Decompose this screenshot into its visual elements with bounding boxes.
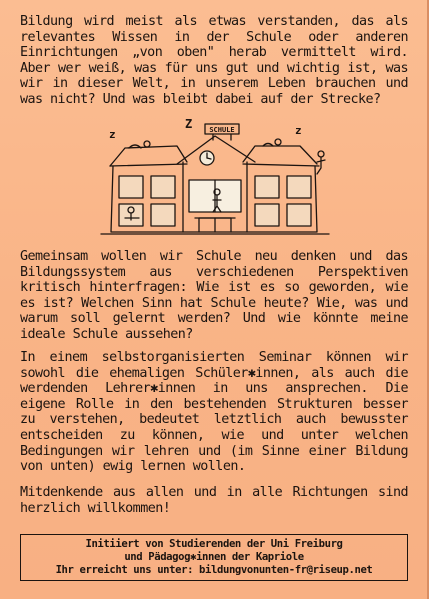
footer-line-partners: und Pädagog✱innen der Kapriole <box>124 551 304 563</box>
school-sign: SCHULE <box>209 126 235 134</box>
footer-line-contact: Ihr erreicht uns unter: bildungvonunten-fr@riseup.net <box>55 564 373 576</box>
snore-z-center: Z <box>185 117 193 131</box>
footer-line-initiators: Initiiert von Studierenden der Uni Freiburg <box>85 538 343 550</box>
snore-z-left: z <box>109 128 116 141</box>
welcome-paragraph: Mitdenkende aus allen und in alle Richtungen sind herzlich willkommen! <box>20 485 408 516</box>
seminar-paragraph: In einem selbstorganisierten Seminar können wir sowohl die ehemaligen Schüler✱innen, als auch die werdenden Lehrer✱innen in uns ansprechen. Die eigene Rolle in den bestehenden Strukturen besser zu verstehen, bedeutet letztlich auch bewusster entscheiden zu können, wie und unter welchen Bedingungen wir lehren und (im Sinne einer Bildung von unten) ewig lernen wollen. <box>20 350 408 475</box>
contact-box <box>20 534 408 581</box>
school-illustration <box>95 114 335 244</box>
snore-z-right: z <box>295 124 302 137</box>
vision-paragraph: Gemeinsam wollen wir Schule neu denken und das Bildungssystem aus verschiedenen Perspektiven kritisch hinterfragen: Wie ist es so geworden, wie es ist? Welchen Sinn hat Schule heute? Wie, was und warum soll gelernt werden? Und wie könnte meine ideale Schule aussehen? <box>20 249 408 342</box>
intro-paragraph: Bildung wird meist als etwas verstanden, das als relevantes Wissen in der Schule oder anderen Einrichtungen „von oben" herab vermittelt wird. Aber wer weiß, was für uns gut und wichtig ist, was wir in dieser Welt, in unserem Leben brauchen und was nicht? Und was bleibt dabei auf der Strecke? <box>20 14 408 107</box>
